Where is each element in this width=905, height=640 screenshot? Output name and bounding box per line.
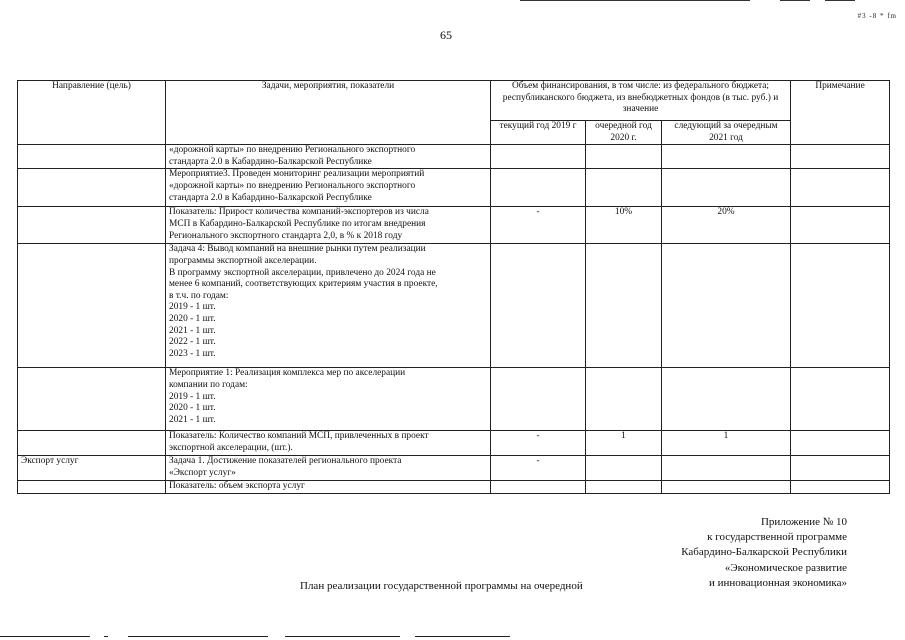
header-tasks: Задачи, мероприятия, показатели <box>166 81 491 145</box>
row-direction <box>18 145 166 169</box>
table-row <box>18 431 890 456</box>
header-funding: Объем финансирования, в том числе: из федерального бюджета; республиканского бюджета, из внебюджетных фондов (в тыс. руб.) и значение <box>491 81 791 121</box>
top-rule-short-2 <box>825 0 855 1</box>
row-note <box>791 244 890 368</box>
row-value-2021: 20% <box>662 207 791 244</box>
bottom-rule <box>128 636 268 637</box>
row-value-2020 <box>586 481 662 494</box>
row-value-2020 <box>586 456 662 481</box>
row-note <box>791 207 890 244</box>
header-year-2021: следующий за очередным 2021 год <box>662 121 791 145</box>
row-note <box>791 481 890 494</box>
row-task: Показатель: Прирост количества компаний-экспортеров из числа МСП в Кабардино-Балкарской Республике по итогам внедрения Регионального экспортного стандарта 2,0, в % к 2018 году <box>166 207 491 244</box>
row-direction <box>18 368 166 431</box>
header-note: Примечание <box>791 81 890 145</box>
table-row <box>18 368 890 431</box>
row-task: Показатель: Количество компаний МСП, привлеченных в проект экспортной акселерации, (шт.). <box>166 431 491 456</box>
top-rule-short <box>780 0 810 1</box>
bottom-rule <box>415 636 510 637</box>
header-row <box>18 81 890 121</box>
row-task: «дорожной карты» по внедрению Регионального экспортного стандарта 2.0 в Кабардино-Балкарской Республике <box>166 145 491 169</box>
appendix-line: и инновационная экономика» <box>708 576 847 589</box>
row-value-2019 <box>491 368 586 431</box>
table-row <box>18 207 890 244</box>
appendix-line: к государственной программе <box>707 531 847 544</box>
row-value-2021 <box>662 145 791 169</box>
row-note <box>791 431 890 456</box>
row-value-2021 <box>662 244 791 368</box>
header-year-2020: очередной год 2020 г. <box>586 121 662 145</box>
row-value-2020: 1 <box>586 431 662 456</box>
table-row <box>18 456 890 481</box>
row-value-2020 <box>586 169 662 207</box>
row-task: Мероприятие3. Проведен мониторинг реализации мероприятий «дорожной карты» по внедрению Регионального экспортного стандарта 2.0 в Кабардино-Балкарской Республике <box>166 169 491 207</box>
appendix-line: «Экономическое развитие <box>724 561 847 574</box>
row-direction <box>18 169 166 207</box>
row-value-2020: 10% <box>586 207 662 244</box>
row-value-2021 <box>662 456 791 481</box>
appendix-block <box>681 515 847 591</box>
corner-mark: #3 -8 * fm <box>857 12 897 20</box>
row-task: Задача 4: Вывод компаний на внешние рынки путем реализации программы экспортной акселерации. В программу экспортной акселерации, привлечено до 2024 года не менее 6 компаний, соответствующих критериям участия в проекте, в т.ч. по годам: 2019 - 1 шт. 2020 - 1 шт. 2021 - 1 шт. 2022 - 1 шт. 2023 - 1 шт. <box>166 244 491 368</box>
row-direction <box>18 431 166 456</box>
row-value-2019 <box>491 145 586 169</box>
row-value-2019 <box>491 244 586 368</box>
row-direction: Экспорт услуг <box>18 456 166 481</box>
row-note <box>791 456 890 481</box>
row-task: Мероприятие 1: Реализация комплекса мер по акселерации компании по годам: 2019 - 1 шт. 2020 - 1 шт. 2021 - 1 шт. <box>166 368 491 431</box>
row-value-2019 <box>491 169 586 207</box>
row-value-2020 <box>586 145 662 169</box>
row-value-2019: - <box>491 207 586 244</box>
row-task: Задача 1. Достижение показателей регионального проекта «Экспорт услуг» <box>166 456 491 481</box>
row-direction <box>18 207 166 244</box>
row-note <box>791 145 890 169</box>
row-note <box>791 169 890 207</box>
top-rule <box>520 0 750 1</box>
bottom-rule <box>0 636 90 637</box>
table-row <box>18 244 890 368</box>
row-direction <box>18 481 166 494</box>
appendix-number: Приложение № 10 <box>760 516 847 528</box>
page-number: 65 <box>440 28 452 42</box>
bottom-rule <box>104 636 108 637</box>
row-task: Показатель: объем экспорта услуг <box>166 481 491 494</box>
bottom-rule <box>285 636 400 637</box>
table-row <box>18 169 890 207</box>
row-value-2020 <box>586 368 662 431</box>
header-direction: Направление (цель) <box>18 81 166 145</box>
row-note <box>791 368 890 431</box>
table-row <box>18 145 890 169</box>
row-value-2021 <box>662 481 791 494</box>
row-value-2019: - <box>491 456 586 481</box>
row-value-2019 <box>491 481 586 494</box>
row-direction <box>18 244 166 368</box>
row-value-2019: - <box>491 431 586 456</box>
table-row <box>18 481 890 494</box>
plan-title: План реализации государственной программы на очередной <box>300 580 583 592</box>
row-value-2021 <box>662 368 791 431</box>
row-value-2021 <box>662 169 791 207</box>
header-year-2019: текущий год 2019 г <box>491 121 586 145</box>
appendix-line: Кабардино-Балкарской Республики <box>681 546 847 559</box>
row-value-2020 <box>586 244 662 368</box>
row-value-2021: 1 <box>662 431 791 456</box>
plan-table <box>17 80 890 494</box>
